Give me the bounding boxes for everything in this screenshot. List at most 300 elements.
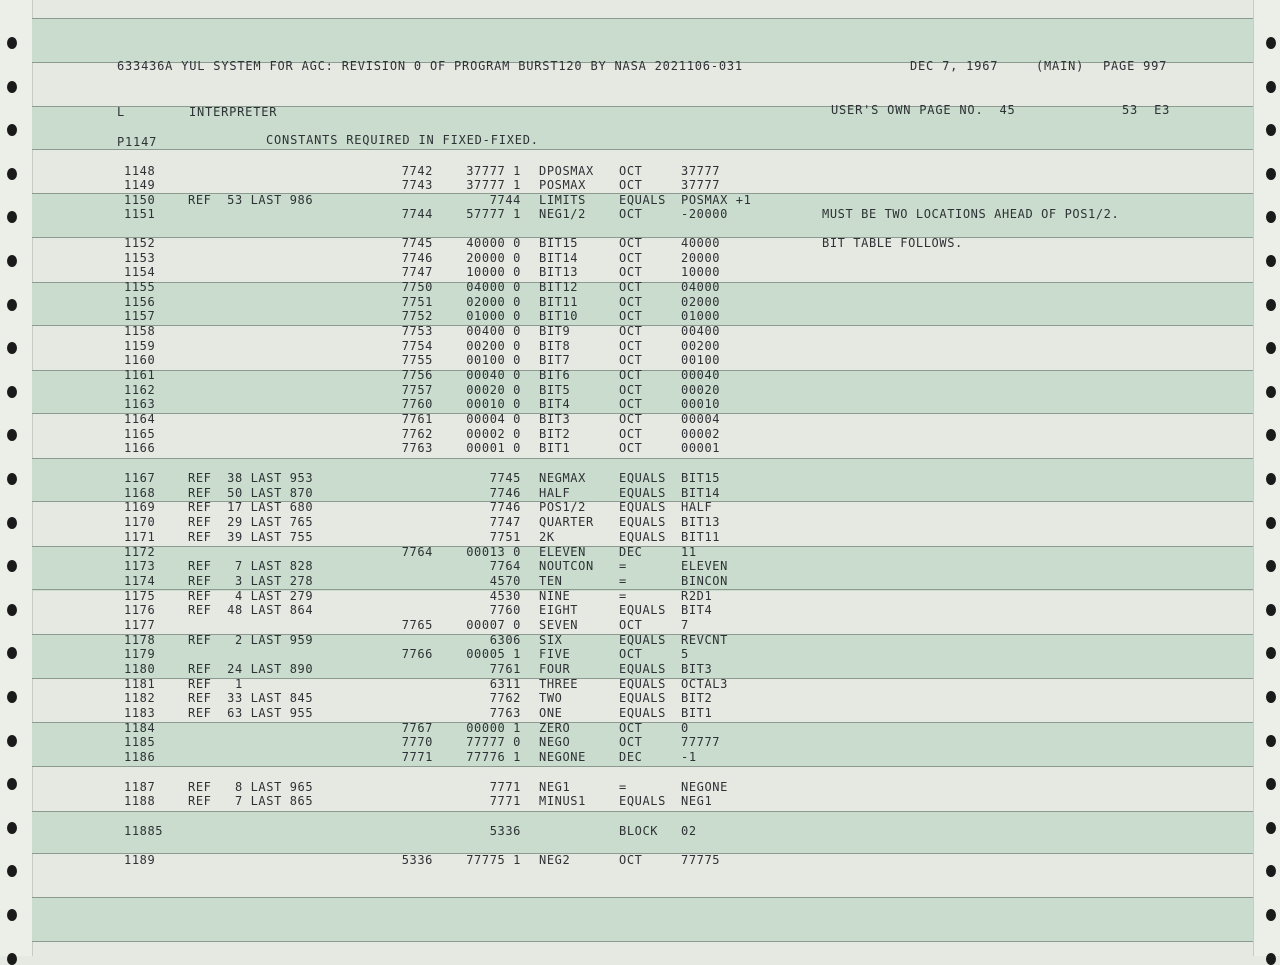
- opcode: OCT: [619, 265, 643, 279]
- opcode: EQUALS: [619, 471, 666, 485]
- opcode: OCT: [619, 309, 643, 323]
- octal-word: 6306: [489, 633, 521, 647]
- operand: 00001: [681, 441, 721, 455]
- symbol: LIMITS: [539, 193, 586, 207]
- sprocket-hole: [7, 299, 17, 311]
- paragraph-title: CONSTANTS REQUIRED IN FIXED-FIXED.: [266, 133, 539, 147]
- symbol: SEVEN: [539, 618, 579, 632]
- ref-info: REF 48 LAST 864: [188, 603, 314, 617]
- operand: 37777: [681, 178, 721, 192]
- operand: 00040: [681, 368, 721, 382]
- opcode: OCT: [619, 383, 643, 397]
- operand: BIT2: [681, 691, 713, 705]
- line-number: 1154: [124, 265, 156, 279]
- opcode: EQUALS: [619, 603, 666, 617]
- ref-info: REF 4 LAST 279: [188, 589, 314, 603]
- octal-word: 77776 1: [466, 750, 521, 764]
- operand: 37777: [681, 164, 721, 178]
- location: 7755: [401, 353, 433, 367]
- operand: -1: [681, 750, 697, 764]
- symbol: SIX: [539, 633, 563, 647]
- line-number: 1179: [124, 647, 156, 661]
- location: 7746: [401, 251, 433, 265]
- octal-word: 37777 1: [466, 164, 521, 178]
- paper-rule: [32, 325, 1253, 326]
- sprocket-hole: [1266, 124, 1276, 136]
- sprocket-hole: [1266, 168, 1276, 180]
- opcode: EQUALS: [619, 662, 666, 676]
- operand: 04000: [681, 280, 721, 294]
- sprocket-hole: [7, 822, 17, 834]
- line-number: 1149: [124, 178, 156, 192]
- symbol: ELEVEN: [539, 545, 586, 559]
- sprocket-hole: [7, 953, 17, 965]
- paper-rule: [32, 413, 1253, 414]
- sprocket-hole: [1266, 299, 1276, 311]
- opcode: =: [619, 780, 627, 794]
- symbol: MINUS1: [539, 794, 586, 808]
- log-section-title: INTERPRETER: [189, 105, 278, 119]
- location: 7757: [401, 383, 433, 397]
- line-number: 1171: [124, 530, 156, 544]
- line-number: 1187: [124, 780, 156, 794]
- location: 7747: [401, 265, 433, 279]
- opcode: OCT: [619, 251, 643, 265]
- sprocket-hole: [7, 429, 17, 441]
- sprocket-hole: [1266, 560, 1276, 572]
- symbol: NEGONE: [539, 750, 586, 764]
- greenbar-band: [32, 18, 1253, 63]
- ref-info: REF 50 LAST 870: [188, 486, 314, 500]
- location: 7743: [401, 178, 433, 192]
- sprocket-hole: [1266, 386, 1276, 398]
- octal-word: 57777 1: [466, 207, 521, 221]
- opcode: EQUALS: [619, 486, 666, 500]
- line-number: 1159: [124, 339, 156, 353]
- location: 7762: [401, 427, 433, 441]
- opcode: EQUALS: [619, 794, 666, 808]
- ref-info: REF 38 LAST 953: [188, 471, 314, 485]
- operand: 5: [681, 647, 689, 661]
- opcode: OCT: [619, 280, 643, 294]
- location: 7767: [401, 721, 433, 735]
- operand: 10000: [681, 265, 721, 279]
- ref-info: REF 17 LAST 680: [188, 500, 314, 514]
- opcode: OCT: [619, 397, 643, 411]
- line-number: 1155: [124, 280, 156, 294]
- comment: MUST BE TWO LOCATIONS AHEAD OF POS1/2.: [822, 207, 1120, 221]
- symbol: TEN: [539, 574, 563, 588]
- octal-word: 7745: [489, 471, 521, 485]
- sprocket-hole: [1266, 342, 1276, 354]
- opcode: OCT: [619, 427, 643, 441]
- symbol: BIT4: [539, 397, 571, 411]
- sprocket-hole: [1266, 604, 1276, 616]
- octal-word: 7744: [489, 193, 521, 207]
- operand: 40000: [681, 236, 721, 250]
- opcode: OCT: [619, 721, 643, 735]
- octal-word: 00001 0: [466, 441, 521, 455]
- line-number: 1158: [124, 324, 156, 338]
- symbol: FIVE: [539, 647, 571, 661]
- operand: 00100: [681, 353, 721, 367]
- sprocket-hole: [7, 81, 17, 93]
- octal-word: 00004 0: [466, 412, 521, 426]
- line-number: 1152: [124, 236, 156, 250]
- octal-word: 7751: [489, 530, 521, 544]
- opcode: EQUALS: [619, 633, 666, 647]
- sprocket-hole: [1266, 37, 1276, 49]
- operand: REVCNT: [681, 633, 728, 647]
- sprocket-hole: [7, 778, 17, 790]
- sprocket-hole: [7, 691, 17, 703]
- symbol: BIT3: [539, 412, 571, 426]
- symbol: NEGMAX: [539, 471, 586, 485]
- sprocket-hole: [7, 560, 17, 572]
- line-number: 1157: [124, 309, 156, 323]
- symbol: NOUTCON: [539, 559, 594, 573]
- paper-rule: [32, 237, 1253, 238]
- location: 7770: [401, 735, 433, 749]
- octal-word: 01000 0: [466, 309, 521, 323]
- line-number: 1148: [124, 164, 156, 178]
- location: 7766: [401, 647, 433, 661]
- line-number: 1170: [124, 515, 156, 529]
- line-number: 1186: [124, 750, 156, 764]
- line-number: 1161: [124, 368, 156, 382]
- line-number: 1172: [124, 545, 156, 559]
- sprocket-hole: [1266, 429, 1276, 441]
- ref-info: REF 29 LAST 765: [188, 515, 314, 529]
- line-number: 1174: [124, 574, 156, 588]
- line-number: 1160: [124, 353, 156, 367]
- operand: NEGONE: [681, 780, 728, 794]
- operand: 77777: [681, 735, 721, 749]
- octal-word: 00005 1: [466, 647, 521, 661]
- symbol: EIGHT: [539, 603, 579, 617]
- octal-word: 00010 0: [466, 397, 521, 411]
- location: 7745: [401, 236, 433, 250]
- octal-word: 00040 0: [466, 368, 521, 382]
- ref-info: REF 24 LAST 890: [188, 662, 314, 676]
- paper-rule: [32, 941, 1253, 942]
- line-number: 1164: [124, 412, 156, 426]
- octal-word: 7771: [489, 780, 521, 794]
- octal-word: 10000 0: [466, 265, 521, 279]
- line-number: 1166: [124, 441, 156, 455]
- operand: POSMAX +1: [681, 193, 752, 207]
- symbol: 2K: [539, 530, 555, 544]
- print-date: DEC 7, 1967: [910, 59, 999, 73]
- line-number: 1151: [124, 207, 156, 221]
- operand: 02000: [681, 295, 721, 309]
- location: 7771: [401, 750, 433, 764]
- ref-info: REF 1: [188, 677, 243, 691]
- sprocket-hole: [1266, 691, 1276, 703]
- location: 7754: [401, 339, 433, 353]
- ref-info: REF 8 LAST 965: [188, 780, 314, 794]
- symbol: NINE: [539, 589, 571, 603]
- symbol: TWO: [539, 691, 563, 705]
- operand: 02: [681, 824, 697, 838]
- line-number: 1177: [124, 618, 156, 632]
- opcode: OCT: [619, 735, 643, 749]
- octal-word: 4530: [489, 589, 521, 603]
- octal-word: 00400 0: [466, 324, 521, 338]
- opcode: OCT: [619, 412, 643, 426]
- comment: BIT TABLE FOLLOWS.: [822, 236, 963, 250]
- octal-word: 77775 1: [466, 853, 521, 867]
- opcode: OCT: [619, 441, 643, 455]
- octal-word: 7771: [489, 794, 521, 808]
- operand: 77775: [681, 853, 721, 867]
- ref-info: REF 2 LAST 959: [188, 633, 314, 647]
- location: 7742: [401, 164, 433, 178]
- operand: 11: [681, 545, 697, 559]
- operand: 00400: [681, 324, 721, 338]
- octal-word: 7761: [489, 662, 521, 676]
- greenbar-band: [32, 722, 1253, 766]
- banner-title: 633436A YUL SYSTEM FOR AGC: REVISION 0 OF PROGRAM BURST120 BY NASA 2021106-031: [117, 59, 743, 73]
- line-number: 1176: [124, 603, 156, 617]
- octal-word: 00000 1: [466, 721, 521, 735]
- symbol: HALF: [539, 486, 571, 500]
- symbol: BIT6: [539, 368, 571, 382]
- right-code: 53 E3: [1122, 103, 1171, 117]
- main-label: (MAIN): [1036, 59, 1085, 73]
- symbol: BIT15: [539, 236, 579, 250]
- operand: 00004: [681, 412, 721, 426]
- octal-word: 00013 0: [466, 545, 521, 559]
- line-number: 1185: [124, 735, 156, 749]
- sprocket-hole: [1266, 735, 1276, 747]
- symbol: BIT10: [539, 309, 579, 323]
- operand: 0: [681, 721, 689, 735]
- opcode: EQUALS: [619, 530, 666, 544]
- opcode: =: [619, 574, 627, 588]
- symbol: BIT8: [539, 339, 571, 353]
- line-number: 1189: [124, 853, 156, 867]
- sprocket-hole: [7, 517, 17, 529]
- octal-word: 5336: [489, 824, 521, 838]
- sprocket-hole: [1266, 822, 1276, 834]
- ref-info: REF 39 LAST 755: [188, 530, 314, 544]
- octal-word: 00007 0: [466, 618, 521, 632]
- line-number: 1156: [124, 295, 156, 309]
- symbol: DPOSMAX: [539, 164, 594, 178]
- ref-info: REF 7 LAST 828: [188, 559, 314, 573]
- line-number: 1175: [124, 589, 156, 603]
- symbol: BIT2: [539, 427, 571, 441]
- paper-rule: [32, 853, 1253, 854]
- location: 7760: [401, 397, 433, 411]
- symbol: BIT14: [539, 251, 579, 265]
- page-number: PAGE 997: [1103, 59, 1168, 73]
- symbol: FOUR: [539, 662, 571, 676]
- opcode: EQUALS: [619, 691, 666, 705]
- opcode: OCT: [619, 178, 643, 192]
- ref-info: REF 33 LAST 845: [188, 691, 314, 705]
- sprocket-hole: [7, 342, 17, 354]
- greenbar-band: [32, 370, 1253, 414]
- operand: BIT3: [681, 662, 713, 676]
- sprocket-hole: [1266, 255, 1276, 267]
- operand: 20000: [681, 251, 721, 265]
- location: 7765: [401, 618, 433, 632]
- opcode: OCT: [619, 295, 643, 309]
- sprocket-hole: [1266, 865, 1276, 877]
- operand: -20000: [681, 207, 728, 221]
- octal-word: 04000 0: [466, 280, 521, 294]
- opcode: EQUALS: [619, 677, 666, 691]
- symbol: BIT7: [539, 353, 571, 367]
- operand: BINCON: [681, 574, 728, 588]
- sprocket-hole: [1266, 211, 1276, 223]
- operand: ELEVEN: [681, 559, 728, 573]
- symbol: ONE: [539, 706, 563, 720]
- operand: BIT11: [681, 530, 721, 544]
- opcode: EQUALS: [619, 500, 666, 514]
- octal-word: 4570: [489, 574, 521, 588]
- location: 7750: [401, 280, 433, 294]
- opcode: OCT: [619, 647, 643, 661]
- symbol: BIT13: [539, 265, 579, 279]
- line-number: 1178: [124, 633, 156, 647]
- symbol: BIT1: [539, 441, 571, 455]
- ref-info: REF 53 LAST 986: [188, 193, 314, 207]
- location: 7756: [401, 368, 433, 382]
- sprocket-hole: [7, 255, 17, 267]
- sprocket-hole: [7, 865, 17, 877]
- octal-word: 00100 0: [466, 353, 521, 367]
- sprocket-hole: [1266, 953, 1276, 965]
- octal-word: 00020 0: [466, 383, 521, 397]
- octal-word: 7747: [489, 515, 521, 529]
- operand: OCTAL3: [681, 677, 728, 691]
- symbol: NEGO: [539, 735, 571, 749]
- operand: 00200: [681, 339, 721, 353]
- octal-word: 00200 0: [466, 339, 521, 353]
- opcode: OCT: [619, 236, 643, 250]
- sprocket-hole: [7, 909, 17, 921]
- octal-word: 6311: [489, 677, 521, 691]
- opcode: DEC: [619, 545, 643, 559]
- operand: BIT4: [681, 603, 713, 617]
- sprocket-hole: [1266, 778, 1276, 790]
- symbol: THREE: [539, 677, 579, 691]
- location: 7761: [401, 412, 433, 426]
- octal-word: 7746: [489, 486, 521, 500]
- opcode: =: [619, 589, 627, 603]
- line-number: 1169: [124, 500, 156, 514]
- sprocket-hole: [7, 124, 17, 136]
- octal-word: 7764: [489, 559, 521, 573]
- location: 5336: [401, 853, 433, 867]
- opcode: EQUALS: [619, 193, 666, 207]
- operand: BIT1: [681, 706, 713, 720]
- line-number: 11885: [124, 824, 164, 838]
- opcode: EQUALS: [619, 515, 666, 529]
- symbol: ZERO: [539, 721, 571, 735]
- location: 7763: [401, 441, 433, 455]
- sprocket-hole: [7, 735, 17, 747]
- sprocket-hole: [7, 168, 17, 180]
- paper-rule: [32, 149, 1253, 150]
- operand: BIT14: [681, 486, 721, 500]
- sprocket-hole: [1266, 647, 1276, 659]
- opcode: BLOCK: [619, 824, 659, 838]
- line-number: 1183: [124, 706, 156, 720]
- paragraph-id: P1147: [117, 135, 158, 149]
- opcode: OCT: [619, 339, 643, 353]
- symbol: BIT9: [539, 324, 571, 338]
- line-number: 1165: [124, 427, 156, 441]
- sprocket-hole: [7, 211, 17, 223]
- opcode: OCT: [619, 368, 643, 382]
- operand: 00010: [681, 397, 721, 411]
- opcode: =: [619, 559, 627, 573]
- line-number: 1168: [124, 486, 156, 500]
- sprocket-hole: [1266, 517, 1276, 529]
- operand: NEG1: [681, 794, 713, 808]
- opcode: DEC: [619, 750, 643, 764]
- operand: HALF: [681, 500, 713, 514]
- location: 7752: [401, 309, 433, 323]
- octal-word: 7763: [489, 706, 521, 720]
- symbol: POS1/2: [539, 500, 586, 514]
- location: 7751: [401, 295, 433, 309]
- octal-word: 40000 0: [466, 236, 521, 250]
- octal-word: 77777 0: [466, 735, 521, 749]
- symbol: BIT11: [539, 295, 579, 309]
- paper-rule: [32, 766, 1253, 767]
- line-number: 1184: [124, 721, 156, 735]
- octal-word: 7762: [489, 691, 521, 705]
- line-number: 1163: [124, 397, 156, 411]
- location: 7753: [401, 324, 433, 338]
- opcode: OCT: [619, 164, 643, 178]
- location: 7764: [401, 545, 433, 559]
- symbol: POSMAX: [539, 178, 586, 192]
- opcode: OCT: [619, 618, 643, 632]
- sprocket-hole: [7, 386, 17, 398]
- opcode: OCT: [619, 324, 643, 338]
- octal-word: 37777 1: [466, 178, 521, 192]
- ref-info: REF 63 LAST 955: [188, 706, 314, 720]
- opcode: OCT: [619, 207, 643, 221]
- users-own-page: USER'S OWN PAGE NO. 45: [831, 103, 1016, 117]
- line-number: 1181: [124, 677, 156, 691]
- opcode: EQUALS: [619, 706, 666, 720]
- octal-word: 02000 0: [466, 295, 521, 309]
- opcode: OCT: [619, 353, 643, 367]
- symbol: NEG1: [539, 780, 571, 794]
- operand: 00002: [681, 427, 721, 441]
- operand: R2D1: [681, 589, 713, 603]
- log-letter: L: [117, 105, 126, 119]
- sprocket-hole: [7, 604, 17, 616]
- symbol: BIT5: [539, 383, 571, 397]
- octal-word: 20000 0: [466, 251, 521, 265]
- line-number: 1182: [124, 691, 156, 705]
- sprocket-hole: [7, 473, 17, 485]
- location: 7744: [401, 207, 433, 221]
- line-number: 1162: [124, 383, 156, 397]
- operand: 7: [681, 618, 689, 632]
- symbol: BIT12: [539, 280, 579, 294]
- octal-word: 7760: [489, 603, 521, 617]
- line-number: 1167: [124, 471, 156, 485]
